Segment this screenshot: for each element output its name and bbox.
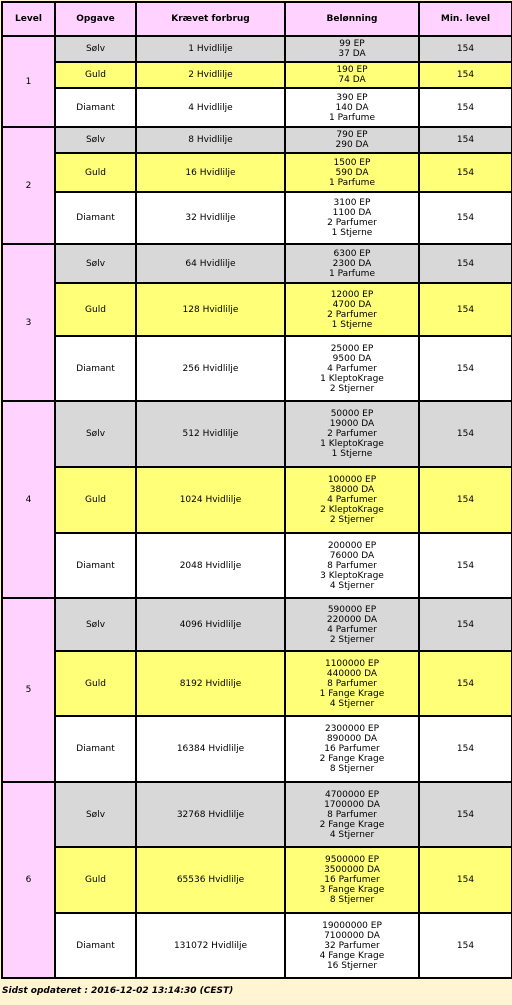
header-row <box>2 2 512 36</box>
header-min-level: Min. level <box>419 2 512 36</box>
reward-line: 2 Fange Krage <box>319 819 385 830</box>
task-cell: Sølv <box>55 127 136 153</box>
task-cell: Diamant <box>55 533 136 598</box>
reward-line: 1100 DA <box>332 208 372 218</box>
min-level-cell: 154 <box>419 598 512 651</box>
required-cell: 16384 Hvidlilje <box>136 716 285 782</box>
reward-line: 6300 EP <box>333 248 371 259</box>
reward-cell <box>285 192 419 244</box>
table-row <box>2 782 512 847</box>
reward-line: 1 KleptoKrage <box>320 373 384 384</box>
min-level-cell: 154 <box>419 401 512 467</box>
min-level-cell: 154 <box>419 192 512 244</box>
required-cell: 128 Hvidlilje <box>136 283 285 336</box>
reward-table <box>1 1 512 979</box>
min-level-cell: 154 <box>419 127 512 153</box>
reward-line: 4700 DA <box>332 299 372 310</box>
reward-line: 8 Stjerner <box>329 764 375 774</box>
reward-line: 9500000 EP <box>324 855 380 865</box>
reward-cell <box>285 651 419 716</box>
required-cell: 1024 Hvidlilje <box>136 467 285 533</box>
required-cell: 512 Hvidlilje <box>136 401 285 467</box>
reward-line: 3 Fange Krage <box>319 885 385 895</box>
min-level-cell: 154 <box>419 36 512 62</box>
task-cell: Guld <box>55 283 136 336</box>
reward-line: 4 Fange Krage <box>319 950 385 961</box>
required-cell: 4096 Hvidlilje <box>136 598 285 651</box>
reward-line: 25000 EP <box>330 343 374 354</box>
required-cell: 131072 Hvidlilje <box>136 913 285 978</box>
table-row <box>2 716 512 782</box>
reward-line: 9500 DA <box>332 353 372 364</box>
reward-line: 99 EP <box>339 39 365 49</box>
level-cell: 4 <box>2 401 55 598</box>
required-cell: 4 Hvidlilje <box>136 88 285 127</box>
reward-line: 890000 DA <box>326 734 378 744</box>
task-cell: Guld <box>55 153 136 192</box>
task-cell: Guld <box>55 651 136 716</box>
reward-line: 3 KleptoKrage <box>320 570 384 581</box>
min-level-cell: 154 <box>419 847 512 913</box>
reward-line: 1 Parfume <box>328 268 375 279</box>
reward-line: 16 Stjerner <box>326 960 378 971</box>
reward-line: 2 Fange Krage <box>319 754 385 764</box>
table-row <box>2 88 512 127</box>
reward-line: 390 EP <box>336 92 368 103</box>
task-cell: Sølv <box>55 401 136 467</box>
level-cell: 5 <box>2 598 55 782</box>
table-row <box>2 283 512 336</box>
reward-cell <box>285 36 419 62</box>
reward-line: 76000 DA <box>329 550 375 561</box>
reward-line: 2300 DA <box>332 258 372 269</box>
required-cell: 1 Hvidlilje <box>136 36 285 62</box>
reward-cell <box>285 913 419 978</box>
task-cell: Diamant <box>55 192 136 244</box>
reward-cell <box>285 598 419 651</box>
reward-line: 37 DA <box>338 49 366 59</box>
reward-line: 74 DA <box>338 75 366 85</box>
reward-line: 50000 EP <box>330 409 374 419</box>
required-cell: 8192 Hvidlilje <box>136 651 285 716</box>
required-cell: 65536 Hvidlilje <box>136 847 285 913</box>
reward-line: 140 DA <box>335 102 369 113</box>
task-cell: Sølv <box>55 598 136 651</box>
reward-line: 1 Parfume <box>328 112 375 123</box>
required-cell: 32 Hvidlilje <box>136 192 285 244</box>
reward-cell <box>285 847 419 913</box>
reward-cell <box>285 153 419 192</box>
reward-line: 4700000 EP <box>324 789 380 800</box>
reward-cell <box>285 716 419 782</box>
reward-line: 4 Parfumer <box>327 363 377 374</box>
table-row <box>2 192 512 244</box>
header-reward: Belønning <box>285 2 419 36</box>
min-level-cell: 154 <box>419 467 512 533</box>
reward-cell <box>285 467 419 533</box>
reward-line: 290 DA <box>335 140 369 150</box>
reward-line: 1500 EP <box>333 157 371 168</box>
reward-line: 16 Parfumer <box>324 875 380 885</box>
reward-line: 2 Parfumer <box>327 218 377 228</box>
reward-line: 190 EP <box>336 65 368 75</box>
reward-line: 200000 EP <box>327 540 377 551</box>
table-row <box>2 913 512 978</box>
min-level-cell: 154 <box>419 153 512 192</box>
reward-line: 2 KleptoKrage <box>320 505 384 515</box>
reward-cell <box>285 283 419 336</box>
reward-line: 2 Parfumer <box>327 309 377 320</box>
level-cell: 6 <box>2 782 55 978</box>
reward-cell <box>285 244 419 283</box>
table-row <box>2 127 512 153</box>
task-cell: Diamant <box>55 88 136 127</box>
task-cell: Guld <box>55 467 136 533</box>
reward-line: 12000 EP <box>330 289 374 300</box>
table-row <box>2 336 512 401</box>
reward-line: 16 Parfumer <box>324 744 380 754</box>
table-row <box>2 533 512 598</box>
reward-line: 1 Parfume <box>328 177 375 188</box>
min-level-cell: 154 <box>419 782 512 847</box>
table-body <box>2 36 512 978</box>
level-cell: 3 <box>2 244 55 401</box>
reward-line: 3100 EP <box>333 198 371 208</box>
min-level-cell: 154 <box>419 88 512 127</box>
table-row <box>2 36 512 62</box>
task-cell: Diamant <box>55 913 136 978</box>
min-level-cell: 154 <box>419 913 512 978</box>
reward-line: 2300000 EP <box>324 724 380 734</box>
reward-cell <box>285 533 419 598</box>
reward-line: 32 Parfumer <box>324 940 380 951</box>
reward-cell <box>285 782 419 847</box>
reward-line: 3500000 DA <box>324 865 380 875</box>
reward-cell <box>285 127 419 153</box>
reward-line: 220000 DA <box>326 614 378 625</box>
required-cell: 256 Hvidlilje <box>136 336 285 401</box>
header-required: Krævet forbrug <box>136 2 285 36</box>
reward-line: 19000 DA <box>329 419 375 429</box>
reward-line: 19000000 EP <box>322 920 382 931</box>
reward-line: 2 Parfumer <box>327 429 377 439</box>
table-row <box>2 467 512 533</box>
required-cell: 2 Hvidlilje <box>136 62 285 88</box>
table-row <box>2 847 512 913</box>
required-cell: 2048 Hvidlilje <box>136 533 285 598</box>
min-level-cell: 154 <box>419 244 512 283</box>
min-level-cell: 154 <box>419 283 512 336</box>
reward-line: 4 Stjerner <box>329 698 375 709</box>
task-cell: Sølv <box>55 244 136 283</box>
reward-cell <box>285 336 419 401</box>
min-level-cell: 154 <box>419 62 512 88</box>
reward-line: 1 Stjerne <box>331 228 373 238</box>
reward-line: 790 EP <box>336 130 368 140</box>
reward-line: 590 DA <box>335 167 369 178</box>
reward-line: 590000 EP <box>327 604 377 615</box>
required-cell: 8 Hvidlilje <box>136 127 285 153</box>
reward-line: 4 Parfumer <box>327 495 377 505</box>
table-row <box>2 153 512 192</box>
reward-line: 1700000 DA <box>324 799 380 810</box>
reward-line: 1 Stjerne <box>331 319 373 330</box>
reward-line: 2 Stjerner <box>329 634 375 645</box>
header-task: Opgave <box>55 2 136 36</box>
reward-line: 8 Parfumer <box>327 809 377 820</box>
reward-line: 4 Stjerner <box>329 580 375 591</box>
reward-line: 1 KleptoKrage <box>320 439 384 449</box>
reward-cell <box>285 401 419 467</box>
reward-cell <box>285 88 419 127</box>
reward-line: 100000 EP <box>327 475 377 485</box>
reward-line: 8 Parfumer <box>327 678 377 689</box>
required-cell: 64 Hvidlilje <box>136 244 285 283</box>
min-level-cell: 154 <box>419 336 512 401</box>
task-cell: Sølv <box>55 782 136 847</box>
reward-line: 38000 DA <box>329 485 375 495</box>
last-updated: Sidst opdateret : 2016-12-02 13:14:30 (CEST) <box>2 986 234 996</box>
reward-line: 8 Stjerner <box>329 895 375 905</box>
reward-line: 2 Stjerner <box>329 383 375 394</box>
level-cell: 2 <box>2 127 55 244</box>
min-level-cell: 154 <box>419 651 512 716</box>
min-level-cell: 154 <box>419 533 512 598</box>
reward-line: 440000 DA <box>326 668 378 679</box>
task-cell: Guld <box>55 62 136 88</box>
reward-line: 4 Parfumer <box>327 624 377 635</box>
reward-line: 2 Stjerner <box>329 515 375 525</box>
task-cell: Diamant <box>55 716 136 782</box>
table-row <box>2 598 512 651</box>
reward-line: 1 Fange Krage <box>319 688 385 699</box>
table-row <box>2 401 512 467</box>
reward-line: 1100000 EP <box>324 658 380 669</box>
table-row <box>2 244 512 283</box>
reward-line: 4 Stjerner <box>329 829 375 840</box>
reward-cell <box>285 62 419 88</box>
required-cell: 32768 Hvidlilje <box>136 782 285 847</box>
task-cell: Sølv <box>55 36 136 62</box>
task-cell: Guld <box>55 847 136 913</box>
table-row <box>2 651 512 716</box>
level-cell: 1 <box>2 36 55 127</box>
header-level: Level <box>2 2 55 36</box>
required-cell: 16 Hvidlilje <box>136 153 285 192</box>
min-level-cell: 154 <box>419 716 512 782</box>
table-row <box>2 62 512 88</box>
task-cell: Diamant <box>55 336 136 401</box>
reward-line: 8 Parfumer <box>327 560 377 571</box>
reward-line: 1 Stjerne <box>331 449 373 459</box>
reward-line: 7100000 DA <box>324 930 380 941</box>
